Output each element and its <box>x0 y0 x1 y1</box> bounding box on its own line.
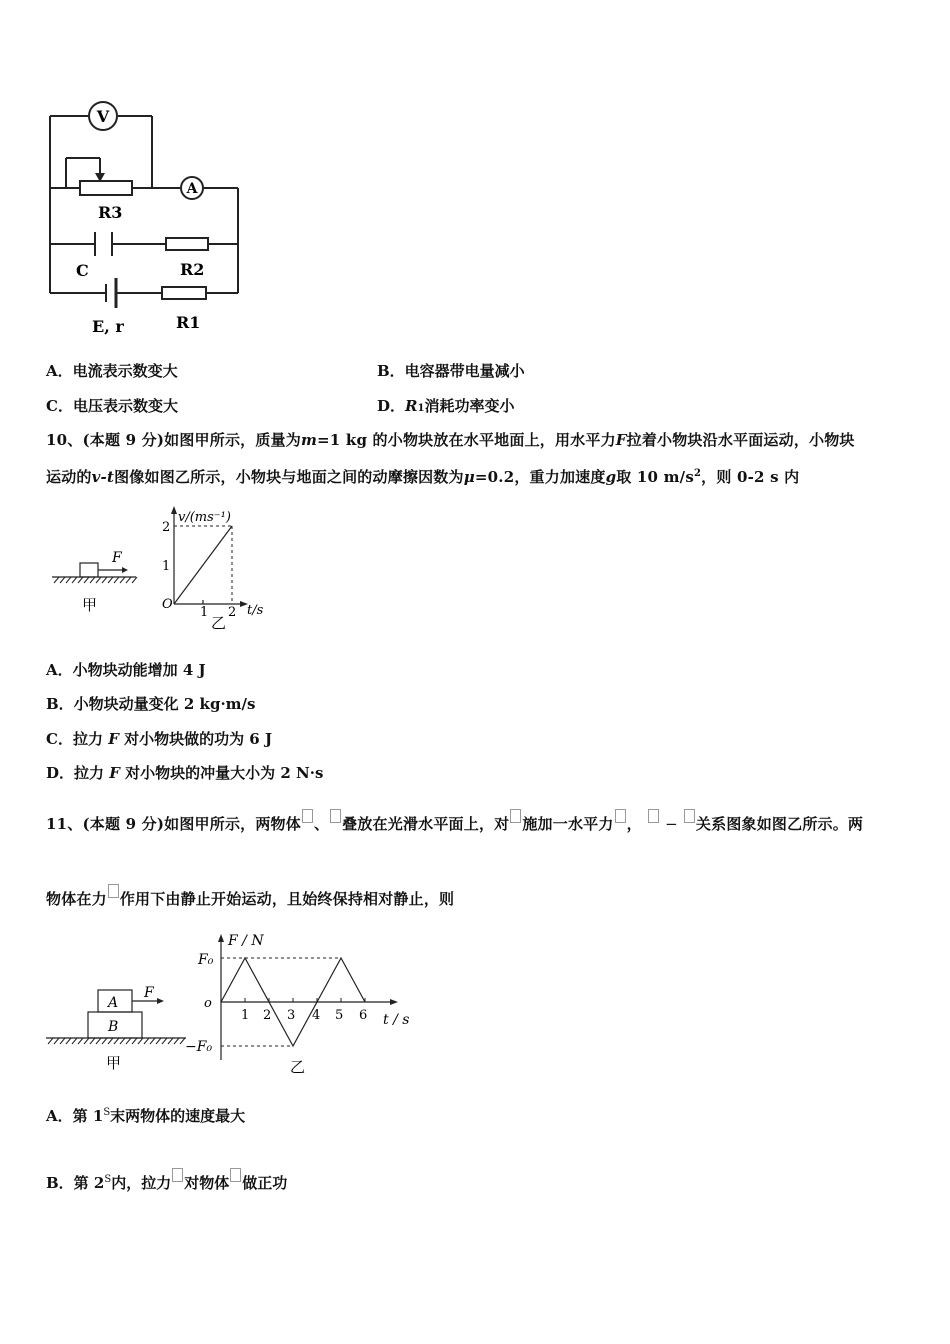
missing-glyph-icon <box>172 1168 183 1182</box>
q11-xtick: 4 <box>312 1008 321 1023</box>
q11-option-b: B．第 $2^S$内，拉力 对物体 做正功 <box>46 1168 287 1193</box>
q10-option-d: D．拉力 F 对小物块的冲量大小为 2 N·s <box>46 764 324 782</box>
q11-xtick: 5 <box>335 1008 344 1023</box>
q10-fig-yi: 乙 <box>211 614 227 632</box>
q9-option-b: B．电容器带电量减小 <box>377 362 525 380</box>
q11-block-b: B <box>108 1019 119 1035</box>
missing-glyph-icon <box>330 809 341 823</box>
q10-axis-x: t/s <box>247 603 264 618</box>
q11-neg-f0: −F₀ <box>185 1039 213 1055</box>
r1-label: R1 <box>176 313 201 332</box>
q11-f0: F₀ <box>198 952 214 968</box>
q10-axis-y: v/(ms⁻¹) <box>178 510 231 525</box>
r3-label: R3 <box>98 203 123 222</box>
capacitor-label: C <box>76 261 89 280</box>
q9-option-d: D．R1消耗功率变小 <box>377 397 515 415</box>
q11-stem-line2: 物体在力 作用下由静止开始运动，且始终保持相对静止，则 <box>46 884 454 909</box>
q11-axis-x: t / s <box>383 1012 410 1028</box>
q11-xtick: 1 <box>241 1008 250 1023</box>
circuit-diagram <box>40 100 250 345</box>
q11-xtick: 3 <box>287 1008 296 1023</box>
missing-glyph-icon <box>648 809 659 823</box>
r2-label: R2 <box>180 260 205 279</box>
q10-option-a: A．小物块动能增加 4 J <box>46 661 206 679</box>
q10-ytick-1: 1 <box>162 559 171 574</box>
missing-glyph-icon <box>108 884 119 898</box>
voltmeter-label: V <box>96 107 110 126</box>
q10-stem-line2: 运动的v-t图像如图乙所示，小物块与地面之间的动摩擦因数为μ=0.2，重力加速度g取 10 $m/s^2$，则 0-2 s 内 <box>46 468 800 486</box>
q10-xtick-2: 2 <box>228 605 237 620</box>
q10-figure <box>48 500 278 635</box>
q11-force-label: F <box>144 985 154 1001</box>
missing-glyph-icon <box>230 1168 241 1182</box>
q10-option-c: C．拉力 F 对小物块做的功为 6 J <box>46 730 273 748</box>
source-label: E, r <box>92 317 124 336</box>
missing-glyph-icon <box>510 809 521 823</box>
q10-fig-jia: 甲 <box>82 596 98 614</box>
q11-option-a: A．第 $1^S$末两物体的速度最大 <box>46 1107 246 1125</box>
q9-option-a: A．电流表示数变大 <box>46 362 178 380</box>
q11-fig-yi: 乙 <box>290 1058 306 1076</box>
q10-option-b: B．小物块动量变化 2 kg·m/s <box>46 695 256 713</box>
missing-glyph-icon <box>615 809 626 823</box>
missing-glyph-icon <box>302 809 313 823</box>
q11-block-a: A <box>108 995 119 1011</box>
ammeter-label: A <box>186 181 198 197</box>
q10-stem-line1: 10、(本题 9 分)如图甲所示，质量为m=1 kg 的小物块放在水平地面上，用水平力F拉着小物块沿水平面运动，小物块 <box>46 431 855 449</box>
q11-axis-y: F / N <box>228 933 264 949</box>
missing-glyph-icon <box>684 809 695 823</box>
q10-origin: O <box>162 597 173 612</box>
q10-ytick-2: 2 <box>162 520 171 535</box>
q10-xtick-1: 1 <box>200 605 209 620</box>
q9-option-c: C．电压表示数变大 <box>46 397 178 415</box>
q11-xtick: 2 <box>263 1008 272 1023</box>
q11-xtick: 6 <box>359 1008 368 1023</box>
q11-fig-jia: 甲 <box>106 1054 122 1072</box>
q11-figure <box>42 928 422 1078</box>
q11-stem-line1: 11、(本题 9 分)如图甲所示，两物体 、 叠放在光滑水平面上，对 施加一水平力 ， − 关系图象如图乙所示。两 <box>46 809 863 834</box>
q10-force-label: F <box>112 550 122 566</box>
q11-origin: o <box>204 996 212 1011</box>
